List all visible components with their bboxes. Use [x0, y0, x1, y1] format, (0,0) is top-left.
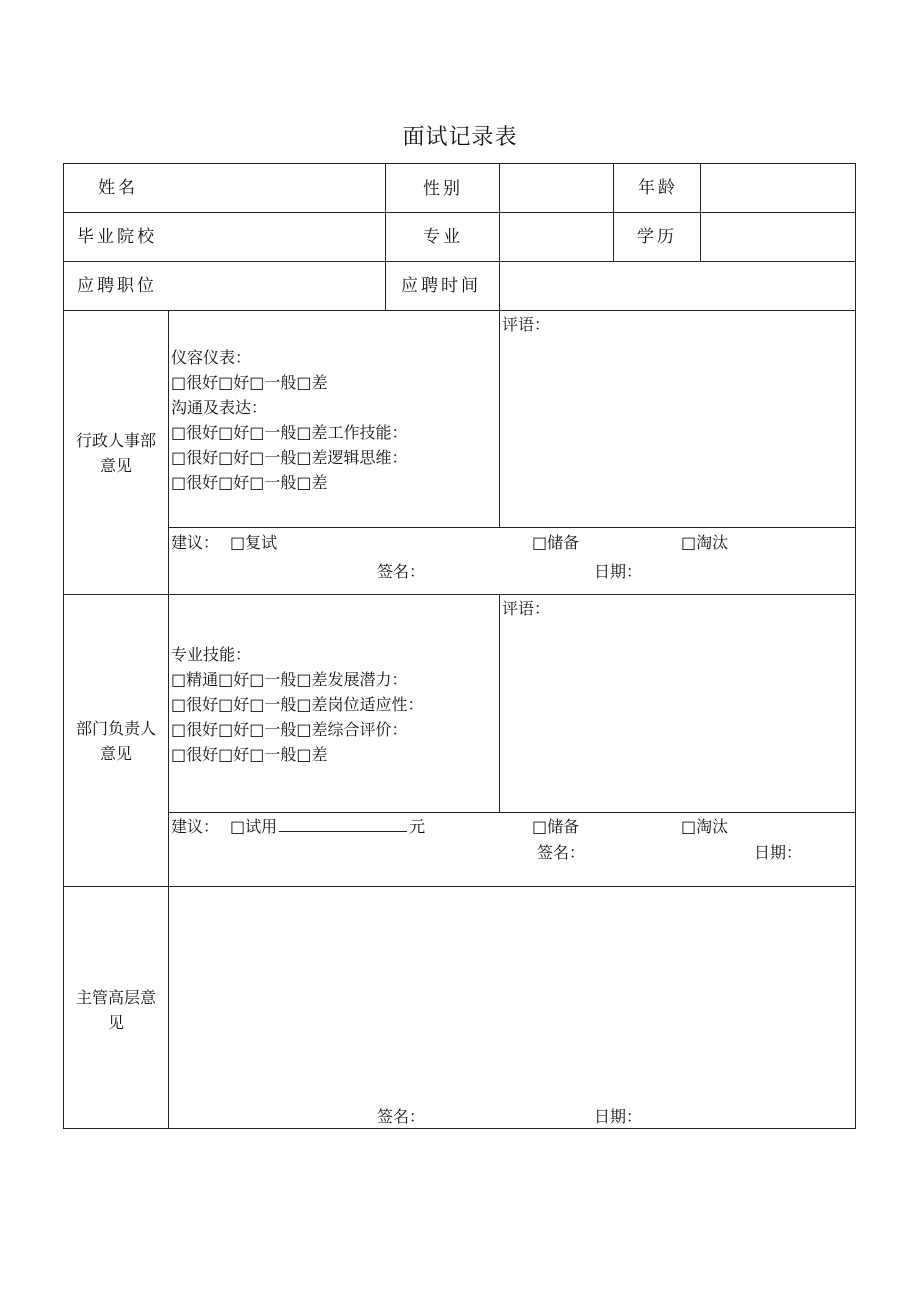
dept-sign-label: 签名：	[537, 843, 586, 862]
hr-criteria-line[interactable]: □很好□好□一般□差工作技能：	[171, 423, 408, 442]
dept-criteria-line[interactable]: □很好□好□一般□差综合评价：	[171, 720, 408, 739]
trial-salary-blank[interactable]	[279, 815, 407, 832]
exec-sign-label: 签名：	[377, 1107, 426, 1126]
major-label: 专业	[423, 227, 463, 247]
name-field[interactable]	[170, 166, 382, 210]
hr-section-label-line2: 意见	[99, 456, 132, 475]
dept-option-trial[interactable]: □试用	[230, 817, 278, 836]
dept-comment-field[interactable]	[502, 622, 852, 809]
hr-option-eliminate[interactable]: □淘汰	[681, 533, 729, 552]
age-field[interactable]	[703, 166, 853, 210]
dept-section-label-line2: 意见	[99, 744, 132, 763]
major-field[interactable]	[502, 215, 610, 259]
exec-section-label-line2: 见	[107, 1013, 124, 1032]
hr-criteria-line[interactable]: □很好□好□一般□差	[171, 473, 328, 492]
page-title: 面试记录表	[402, 125, 518, 150]
gender-label: 性别	[423, 179, 463, 199]
hr-criteria	[171, 345, 407, 495]
education-field[interactable]	[703, 215, 853, 259]
education-label: 学历	[637, 227, 677, 247]
hr-option-retest[interactable]: □复试	[230, 533, 278, 552]
hr-comment-field[interactable]	[502, 338, 852, 524]
dept-criteria-line[interactable]: □很好□好□一般□差岗位适应性：	[171, 695, 424, 714]
dept-criteria-line[interactable]: □很好□好□一般□差	[171, 745, 328, 764]
hr-criteria-line[interactable]: □很好□好□一般□差	[171, 373, 328, 392]
hr-option-reserve[interactable]: □储备	[532, 533, 580, 552]
exec-date-label: 日期：	[594, 1107, 643, 1126]
dept-date-label: 日期：	[754, 843, 803, 862]
dept-trial-row	[230, 814, 425, 839]
hr-section-label	[64, 428, 168, 478]
apply-time-label: 应聘时间	[401, 276, 481, 296]
dept-criteria-line[interactable]: □精通□好□一般□差发展潜力：	[171, 670, 408, 689]
trial-salary-unit: 元	[409, 817, 426, 836]
exec-section-label-line1: 主管高层意	[75, 988, 156, 1007]
dept-criteria	[171, 642, 423, 767]
dept-suggest-label: 建议：	[171, 817, 220, 836]
position-label: 应聘职位	[77, 276, 157, 296]
position-field[interactable]	[170, 264, 382, 308]
hr-sign-label: 签名：	[377, 562, 426, 581]
school-field[interactable]	[170, 215, 382, 259]
school-label: 毕业院校	[77, 227, 157, 247]
dept-comment-label: 评语：	[502, 599, 551, 618]
name-label: 姓名	[98, 178, 138, 198]
exec-section-label	[64, 985, 168, 1035]
dept-section-label	[64, 716, 168, 766]
hr-criteria-line: 仪容仪表：	[171, 348, 252, 367]
dept-section-label-line1: 部门负责人	[75, 719, 156, 738]
age-label: 年龄	[638, 178, 678, 198]
hr-date-label: 日期：	[594, 562, 643, 581]
hr-suggest-label: 建议：	[171, 533, 220, 552]
apply-time-field[interactable]	[502, 264, 852, 308]
dept-option-reserve[interactable]: □储备	[532, 817, 580, 836]
hr-criteria-line: 沟通及表达：	[171, 398, 268, 417]
hr-comment-label: 评语：	[502, 315, 551, 334]
dept-criteria-line: 专业技能：	[171, 645, 252, 664]
exec-opinion-field[interactable]	[171, 890, 852, 1090]
gender-field[interactable]	[502, 166, 610, 210]
hr-criteria-line[interactable]: □很好□好□一般□差逻辑思维：	[171, 448, 408, 467]
hr-section-label-line1: 行政人事部	[75, 431, 156, 450]
dept-option-eliminate[interactable]: □淘汰	[681, 817, 729, 836]
